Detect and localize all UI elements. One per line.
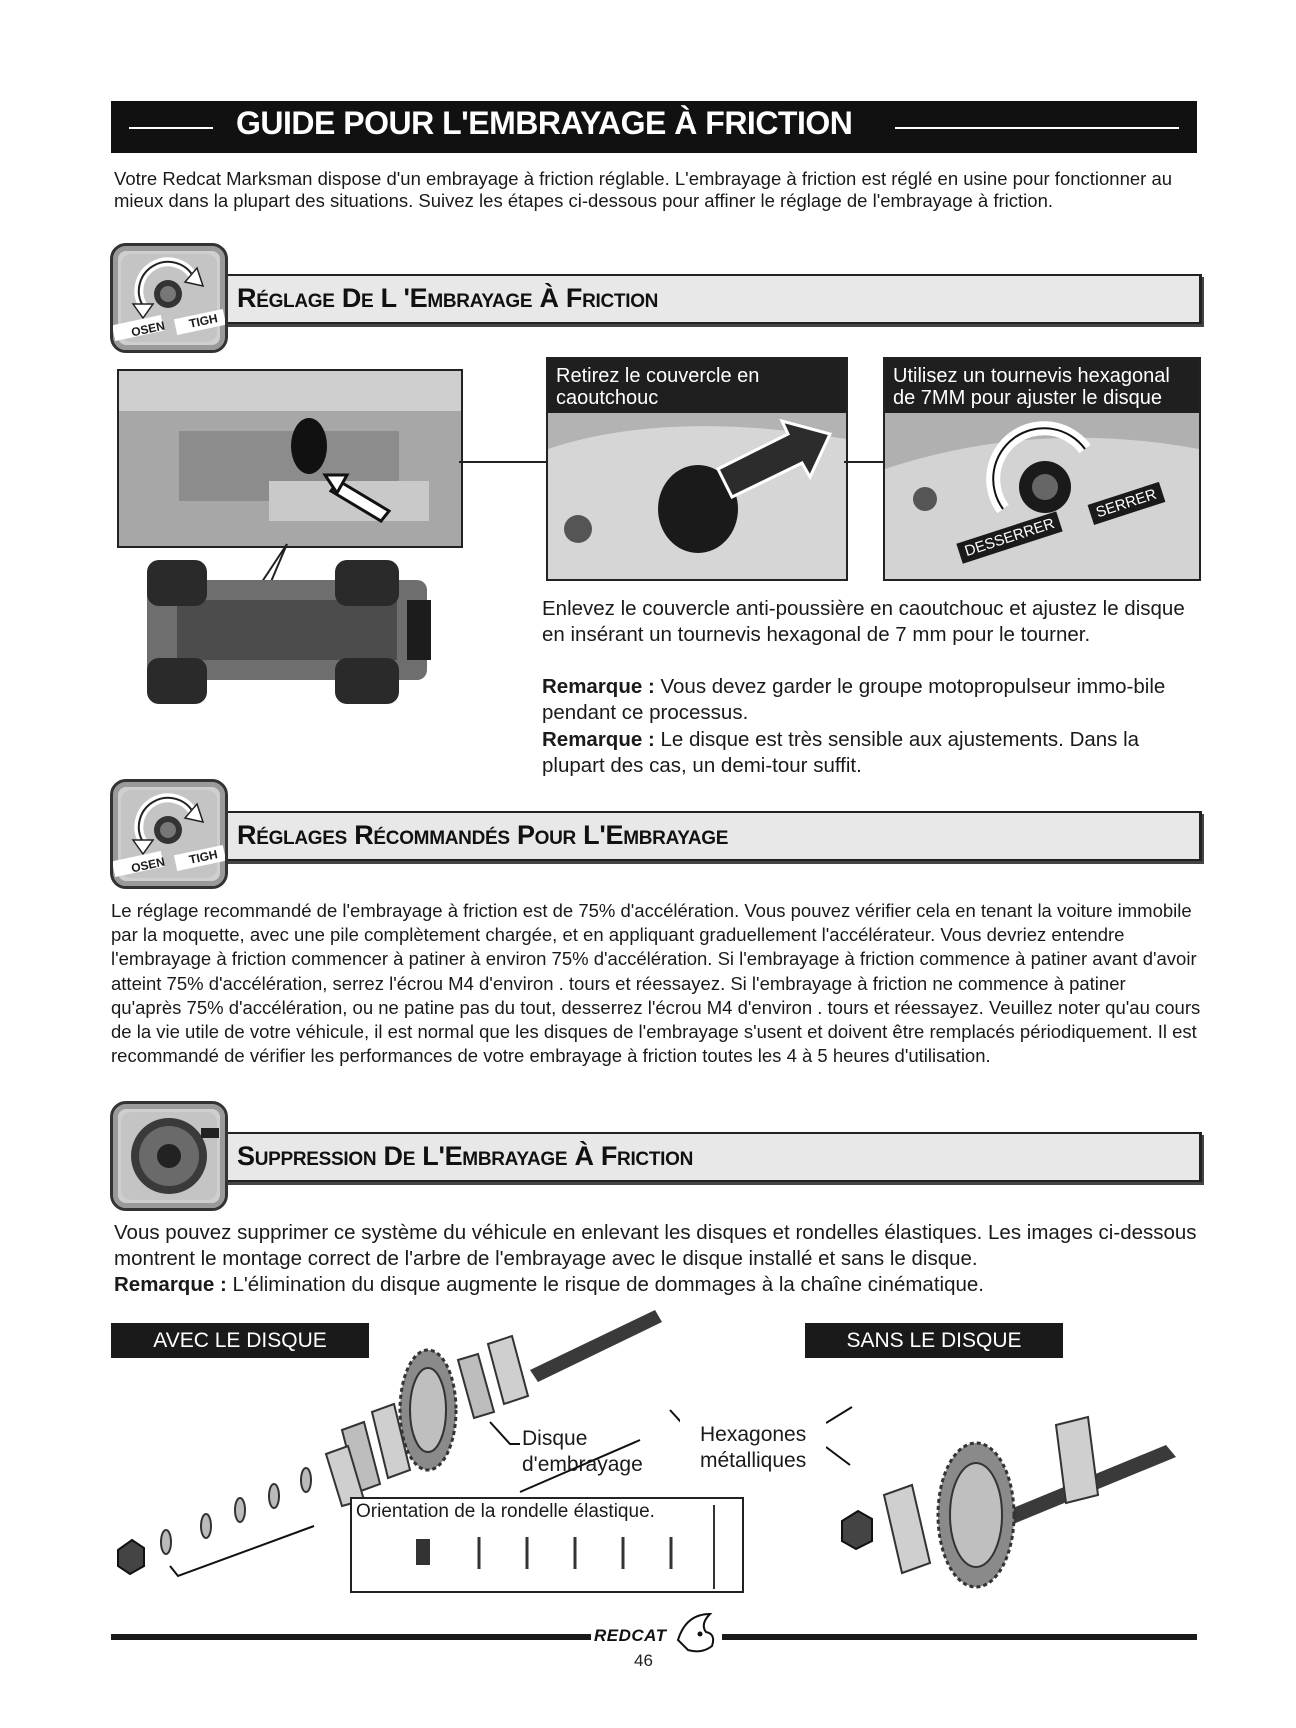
redcat-logo-text: REDCAT [594, 1626, 667, 1645]
section2-title: Réglages Récommandés Pour L'Embrayage [237, 820, 729, 850]
chassis-closeup-photo [117, 369, 463, 548]
icon-loosen-label: OSEN [129, 854, 167, 876]
intro-paragraph: Votre Redcat Marksman dispose d'un embrayage à friction réglable. L'embrayage à friction est réglé en usine pour fonctionner au mieux dans la plupart des situations. Suivez les étapes ci-dessous pour affiner le réglage de l'embrayage à friction. [114, 168, 1173, 211]
section3-paragraph: Vous pouvez supprimer ce système du véhicule en enlevant les disques et rondelles élastiques. Les images ci-dessous montrent le montage correct de l'arbre de l'embrayage avec le disque installé et sans le disque. [114, 1221, 1197, 1270]
wrench-adjust-icon [110, 243, 228, 353]
note-label: Remarque : [114, 1273, 227, 1296]
footer-rule-left [111, 1634, 591, 1640]
chassis-topview-diagram [117, 540, 477, 750]
section2-header [225, 811, 1202, 861]
gear-icon [110, 1101, 228, 1211]
connector-line [844, 461, 884, 463]
icon-loosen-label: OSEN [129, 318, 167, 340]
redcat-logo-icon [672, 1610, 722, 1656]
rubber-cover-photo [546, 357, 848, 581]
hex-driver-photo [883, 357, 1201, 581]
washer-orientation-title: Orientation de la rondelle élastique. [356, 1501, 655, 1522]
label-without-disc: SANS LE DISQUE [805, 1323, 1063, 1358]
footer-rule-right [722, 1634, 1197, 1640]
note-text: L'élimination du disque augmente le risque de dommages à la chaîne cinématique. [232, 1273, 984, 1296]
caption-remove-cover: Retirez le couvercle en caoutchouc [548, 359, 846, 413]
washer-orientation-box [350, 1497, 744, 1593]
page-number: 46 [634, 1651, 653, 1670]
section1-note1 [542, 674, 1202, 726]
caption-hex-driver: Utilisez un tournevis hexagonal de 7MM pour ajuster le disque [885, 359, 1199, 413]
page-title-bar [111, 101, 1197, 153]
section2-paragraph: Le réglage recommandé de l'embrayage à friction est de 75% d'accélération. Vous pouvez vérifier cela en tenant la voiture immobile par la moquette, avec une pile complètement chargée, et en appliquant graduellement l'accélérateur. Vous devriez entendre l'embrayage à friction commencer à patiner à environ 75% d'accélération. Si l'embrayage à friction commence à patiner avant d'avoir atteint 75% d'accélération, serrez l'écrou M4 d'environ . tours et réessayez. Si l'embrayage à friction ne commence à patiner qu'après 75% d'accélération, ou ne patine pas du tout, desserrez l'écrou M4 d'environ . tours et réessayez. Veuillez noter qu'au cours de la vie utile de votre véhicule, il est normal que les disques de l'embrayage s'usent et doivent être remplacés périodiquement. Il est recommandé de vérifier les performances de votre embrayage à friction toutes les 4 à 5 heures d'utilisation. [111, 900, 1201, 1067]
label-tighten: SERRER [1088, 482, 1165, 525]
note-text: Le disque est très sensible aux ajustements. Dans la plupart des cas, un demi-tour suffit. [542, 728, 1140, 777]
section3-note [114, 1272, 1204, 1298]
label-loosen: DESSERRER [956, 511, 1063, 564]
section3-header [225, 1132, 1202, 1182]
section3-title: Suppression De L'Embrayage À Friction [237, 1141, 694, 1171]
note-label: Remarque : [542, 675, 655, 698]
section1-title: Réglage De L 'Embrayage À Friction [237, 283, 659, 313]
label-with-disc: AVEC LE DISQUE [111, 1323, 369, 1358]
title-rule-right [895, 127, 1179, 129]
connector-line [459, 461, 547, 463]
page-title: GUIDE POUR L'EMBRAYAGE À FRICTION [236, 105, 853, 141]
wrench-adjust-icon [110, 779, 228, 889]
title-rule-left [129, 127, 213, 129]
note-text: Vous devez garder le groupe motopropulseur immo-bile pendant ce processus. [542, 675, 1166, 724]
section1-note2 [542, 727, 1202, 779]
section1-paragraph: Enlevez le couvercle anti-poussière en caoutchouc et ajustez le disque en insérant un tournevis hexagonal de 7 mm pour le tourner. [542, 597, 1185, 646]
section1-header [225, 274, 1202, 324]
callout-clutch-disc: Disque d'embrayage [522, 1427, 643, 1476]
icon-tighten-label: TIGH [187, 311, 219, 331]
washer-orientation-diagram [352, 1499, 742, 1591]
callout-metal-hexagons: Hexagones métalliques [700, 1423, 807, 1472]
clutch-assembly-without-disc-diagram [826, 1395, 1206, 1625]
icon-tighten-label: TIGH [187, 847, 219, 867]
note-label: Remarque : [542, 728, 655, 751]
